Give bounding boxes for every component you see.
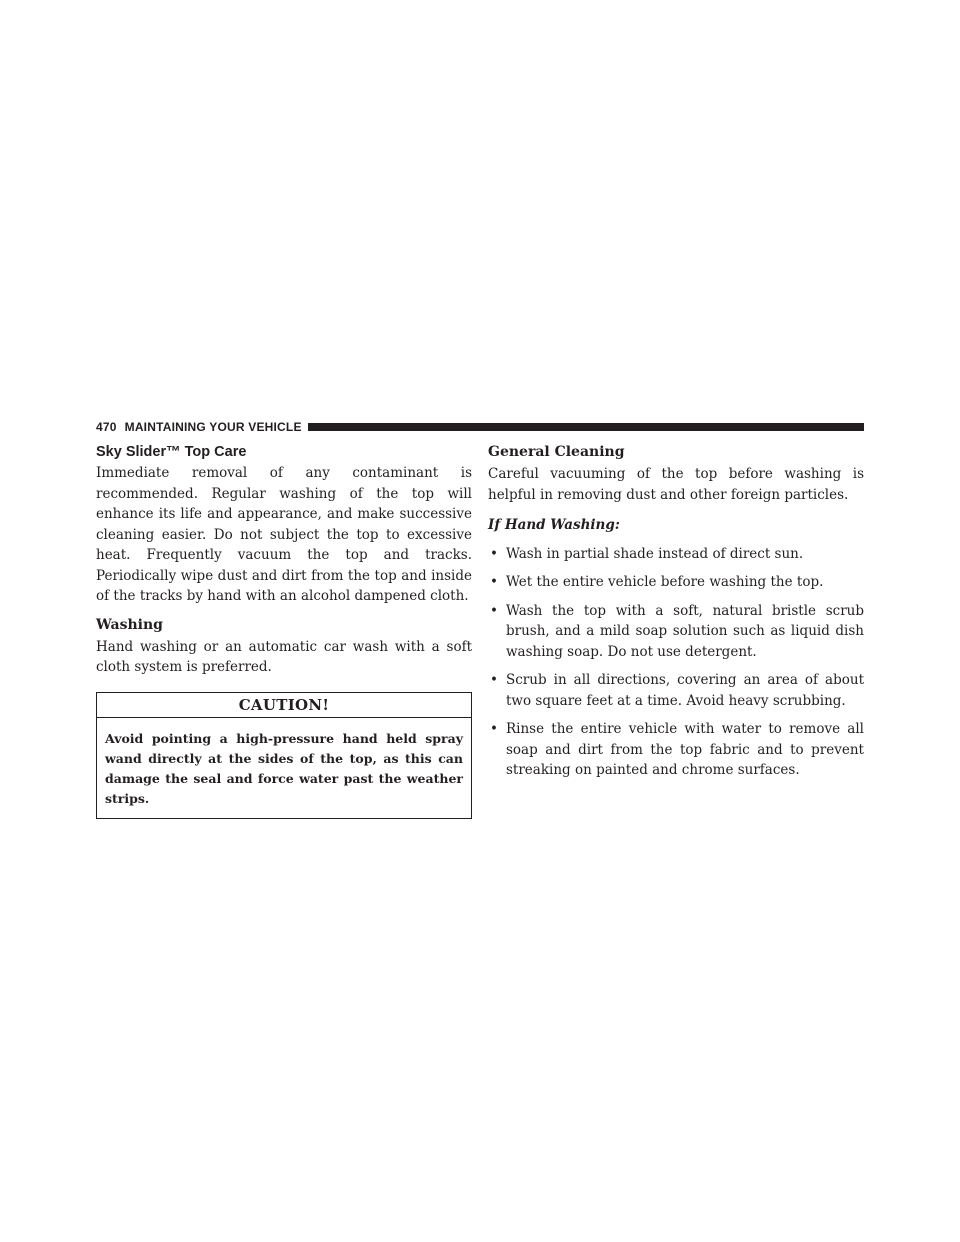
list-item-text: Wash in partial shade instead of direct sun.: [506, 545, 804, 562]
general-cleaning-heading: General Cleaning: [488, 444, 625, 460]
bullet-icon: •: [490, 721, 498, 737]
top-care-heading: Sky Slider™ Top Care: [96, 444, 247, 460]
washing-heading: Washing: [96, 616, 163, 633]
top-care-paragraph: Immediate removal of any contaminant is recommended. Regular washing of the top will enhance its life and appearance, and make successive cleaning easier. Do not subject the top to excessive heat. Frequently vacuum the top and tracks. Periodically wipe dust and dirt from the top and inside of the tracks by hand with an alcohol dampened cloth.: [96, 465, 472, 604]
list-item-text: Rinse the entire vehicle with water to remove all soap and dirt from the top fabric and to prevent streaking on painted and chrome surfaces.: [506, 721, 864, 778]
bullet-icon: •: [490, 545, 498, 562]
bullet-icon: •: [490, 574, 498, 590]
list-item: [488, 601, 864, 663]
hand-washing-subheading: If Hand Washing:: [488, 517, 620, 533]
list-item: [488, 572, 864, 593]
page-number: 470: [96, 420, 117, 434]
list-item-text: Scrub in all directions, covering an area of about two square feet at a time. Avoid heavy scrubbing.: [506, 672, 864, 709]
bullet-icon: •: [490, 672, 498, 688]
list-item: [488, 670, 864, 711]
list-item: [488, 719, 864, 781]
section-title: MAINTAINING YOUR VEHICLE: [124, 420, 302, 434]
list-item-text: Wash the top with a soft, natural bristle scrub brush, and a mild soap solution such as liquid dish washing soap. Do not use detergent.: [506, 602, 864, 660]
left-column: [96, 444, 472, 819]
caution-box: [96, 692, 472, 819]
right-column: [488, 444, 864, 789]
washing-paragraph: Hand washing or an automatic car wash with a soft cloth system is preferred.: [96, 638, 472, 675]
bullet-icon: •: [490, 602, 498, 619]
header-rule: [308, 423, 864, 431]
caution-title: CAUTION!: [97, 693, 471, 718]
list-item-text: Wet the entire vehicle before washing the top.: [506, 574, 824, 590]
list-item: [488, 544, 864, 565]
general-cleaning-paragraph: Careful vacuuming of the top before washing is helpful in removing dust and other foreign particles.: [488, 466, 864, 503]
caution-text: Avoid pointing a high-pressure hand held spray wand directly at the sides of the top, as this can damage the seal and force water past the weather strips.: [105, 730, 463, 806]
page-header: [96, 420, 864, 434]
hand-washing-list: [488, 544, 864, 781]
